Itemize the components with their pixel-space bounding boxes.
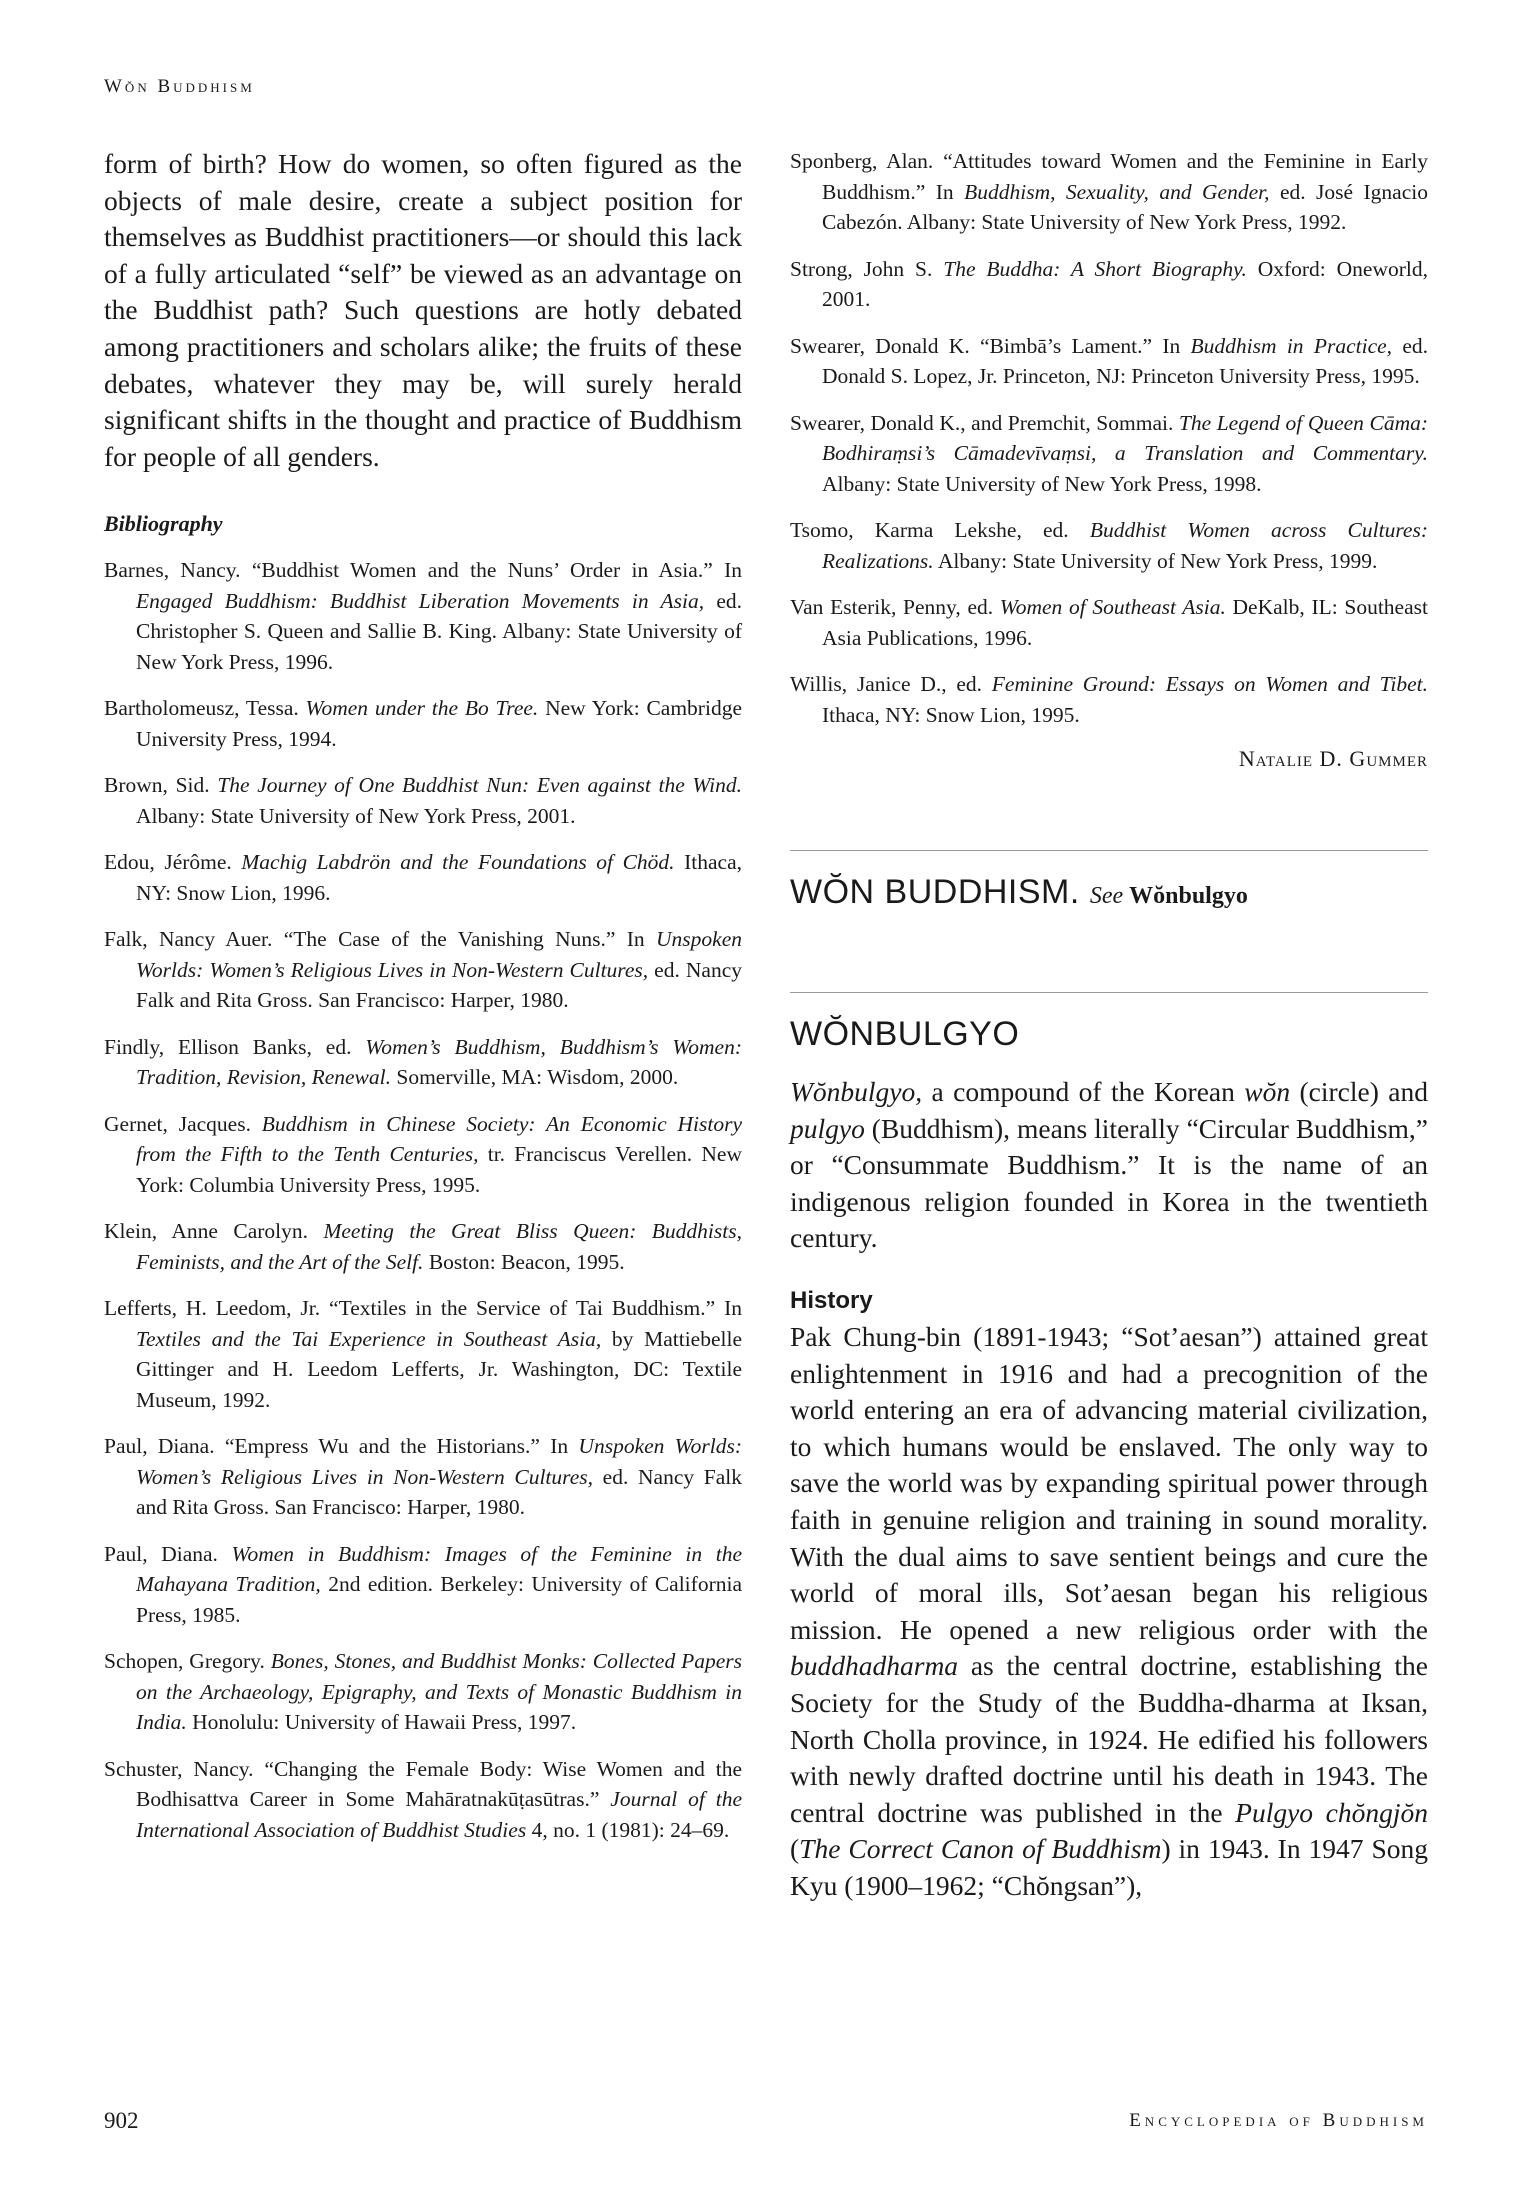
footer-book-title: Encyclopedia of Buddhism — [1129, 2110, 1428, 2131]
bib-entry: Brown, Sid. The Journey of One Buddhist Nun: Even against the Wind. Albany: State University of New York Press, 2001. — [104, 773, 742, 828]
wonbulgyo-intro: Wŏnbulgyo, a compound of the Korean wŏn (circle) and pulgyo (Buddhism), means literally “Circular Buddhism,” or “Consummate Buddhism.” It is the name of an indigenous religion founded in Korea in the twentieth century. — [790, 1076, 1428, 1254]
bib-entry: Swearer, Donald K. “Bimbā’s Lament.” In Buddhism in Practice, ed. Donald S. Lopez, Jr. Princeton, NJ: Princeton University Press, 1995. — [790, 333, 1428, 388]
cross-reference: See Wŏnbulgyo — [1089, 883, 1248, 909]
history-heading: History — [790, 1286, 873, 1314]
history-paragraph: Pak Chung-bin (1891-1943; “Sot’aesan”) attained great enlightenment in 1916 and had a precognition of the world entering an era of advancing material civilization, to which humans would be enslaved. The only way to save the world was by expanding spiritual power through faith in genuine religion and training in sound morality. With the dual aims to save sentient beings and cure the world of moral ills, Sot’aesan began his religious mission. He opened a new religious order with the buddhadharma as the central doctrine, establishing the Society for the Study of the Buddha-dharma at Iksan, North Cholla province, in 1924. He edified his followers with newly drafted doctrine until his death in 1943. The central doctrine was published in the Pulgyo chŏngjŏn (The Correct Canon of Buddhism) in 1943. In 1947 Song Kyu (1900–1962; “Chŏngsan”), — [790, 1320, 1428, 1901]
entry-title: WŎN BUDDHISM. — [790, 873, 1080, 911]
bib-entry: Van Esterik, Penny, ed. Women of Southeast Asia. DeKalb, IL: Southeast Asia Publications, 1996. — [790, 595, 1428, 650]
bibliography-heading: Bibliography — [104, 511, 223, 537]
bib-entry: Paul, Diana. “Empress Wu and the Historians.” In Unspoken Worlds: Women’s Religious Lives in Non-Western Cultures, ed. Nancy Falk and Rita Gross. San Francisco: Harper, 1980. — [104, 1434, 742, 1520]
bib-entry: Paul, Diana. Women in Buddhism: Images of the Feminine in the Mahayana Tradition, 2nd edition. Berkeley: University of California Press, 1985. — [104, 1541, 742, 1627]
bibliography-list-left — [104, 555, 742, 1845]
left-column — [104, 146, 742, 1861]
entry-divider — [790, 850, 1428, 851]
bib-entry: Gernet, Jacques. Buddhism in Chinese Society: An Economic History from the Fifth to the Tenth Centuries, tr. Franciscus Verellen. New York: Columbia University Press, 1995. — [104, 1111, 743, 1197]
bib-entry: Willis, Janice D., ed. Feminine Ground: Essays on Women and Tibet. Ithaca, NY: Snow Lion, 1995. — [790, 672, 1428, 727]
bib-entry: Bartholomeusz, Tessa. Women under the Bo Tree. New York: Cambridge University Press, 1994. — [104, 696, 742, 751]
author-signature: Natalie D. Gummer — [1238, 746, 1428, 771]
bib-entry: Schopen, Gregory. Bones, Stones, and Buddhist Monks: Collected Papers on the Archaeology, Epigraphy, and Texts of Monastic Buddhism in India. Honolulu: University of Hawaii Press, 1997. — [104, 1649, 742, 1735]
bib-entry: Edou, Jérôme. Machig Labdrön and the Foundations of Chöd. Ithaca, NY: Snow Lion, 1996. — [104, 850, 743, 905]
entry-divider — [790, 992, 1428, 993]
bib-entry: Lefferts, H. Leedom, Jr. “Textiles in the Service of Tai Buddhism.” In Textiles and the Tai Experience in Southeast Asia, by Mattiebelle Gittinger and H. Leedom Lefferts, Jr. Washington, DC: Textile Museum, 1992. — [104, 1296, 742, 1412]
running-head: Wŏn Buddhism — [104, 76, 255, 97]
bib-entry: Findly, Ellison Banks, ed. Women’s Buddhism, Buddhism’s Women: Tradition, Revision, Renewal. Somerville, MA: Wisdom, 2000. — [104, 1034, 742, 1090]
page-number: 902 — [104, 2108, 139, 2133]
bib-entry: Strong, John S. The Buddha: A Short Biography. Oxford: Oneworld, 2001. — [790, 256, 1428, 311]
bib-entry: Barnes, Nancy. “Buddhist Women and the Nuns’ Order in Asia.” In Engaged Buddhism: Buddhist Liberation Movements in Asia, ed. Christopher S. Queen and Sallie B. King. Albany: State University of New York Press, 1996. — [104, 558, 742, 674]
entry-title: WŎNBULGYO — [790, 1015, 1020, 1053]
bib-entry: Schuster, Nancy. “Changing the Female Body: Wise Women and the Bodhisattva Career in Some Mahāratnakūṭasūtras.” Journal of the International Association of Buddhist Studies 4, no. 1 (1981): 24–69. — [104, 1756, 742, 1842]
won-buddhism-entry — [790, 873, 1428, 912]
bibliography-list-right — [790, 146, 1428, 730]
bib-entry: Swearer, Donald K., and Premchit, Sommai. The Legend of Queen Cāma: Bodhiraṃsi’s Cāmadevīvaṃsi, a Translation and Commentary. Albany: State University of New York Press, 1998. — [790, 410, 1429, 496]
bib-entry: Falk, Nancy Auer. “The Case of the Vanishing Nuns.” In Unspoken Worlds: Women’s Religious Lives in Non-Western Cultures, ed. Nancy Falk and Rita Gross. San Francisco: Harper, 1980. — [104, 927, 742, 1013]
intro-paragraph: form of birth? How do women, so often figured as the objects of male desire, create a subject position for themselves as Buddhist practitioners—or should this lack of a fully articulated “self” be viewed as an advantage on the Buddhist path? Such questions are hotly debated among practitioners and scholars alike; the fruits of these debates, whatever they may be, will surely herald significant shifts in the thought and practice of Buddhism for people of all genders. — [104, 148, 742, 472]
right-column — [790, 146, 1428, 1904]
bib-entry: Sponberg, Alan. “Attitudes toward Women and the Feminine in Early Buddhism.” In Buddhism, Sexuality, and Gender, ed. José Ignacio Cabezón. Albany: State University of New York Press, 1992. — [790, 149, 1428, 234]
bib-entry: Klein, Anne Carolyn. Meeting the Great Bliss Queen: Buddhists, Feminists, and the Art of the Self. Boston: Beacon, 1995. — [104, 1219, 742, 1274]
bib-entry: Tsomo, Karma Lekshe, ed. Buddhist Women across Cultures: Realizations. Albany: State University of New York Press, 1999. — [790, 518, 1428, 573]
